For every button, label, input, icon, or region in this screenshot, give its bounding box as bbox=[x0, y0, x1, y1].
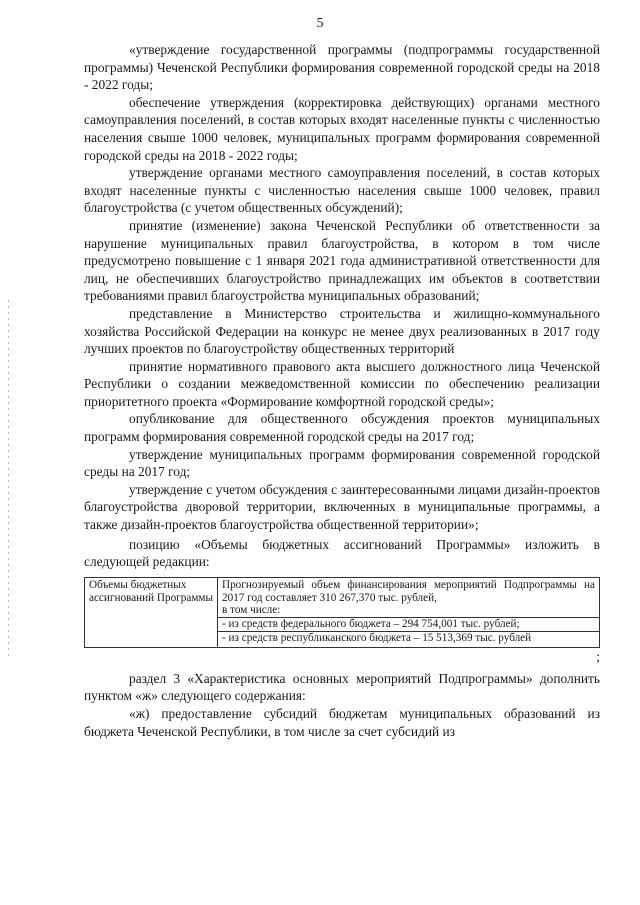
table-suffix: ; bbox=[596, 648, 600, 664]
budget-line-including: в том числе: bbox=[222, 604, 281, 617]
paragraph-approval-municipal: утверждение муниципальных программ формирования современной городской среды на 2017 год; bbox=[84, 446, 600, 480]
paragraph-position-budget: позицию «Объемы бюджетных ассигнований Программы» изложить в следующей редакции: bbox=[84, 536, 600, 570]
paragraph-publication: опубликование для общественного обсуждения проектов муниципальных программ формирования современной городской среды на 2017 год; bbox=[84, 411, 600, 445]
document-body bbox=[84, 41, 600, 740]
budget-line-republican: - из средств республиканского бюджета – 15 513,369 тыс. рублей bbox=[218, 631, 599, 645]
budget-table-label: Объемы бюджетных ассигнований Программы bbox=[85, 577, 218, 647]
paragraph-design-projects: утверждение с учетом обсуждения с заинтересованными лицами дизайн-проектов благоустройства дворовой территории, включенных в муниципальные программы, а также дизайн-проектов благоустройства общественной территории»; bbox=[84, 481, 600, 533]
paragraph-section-3: раздел 3 «Характеристика основных мероприятий Подпрограммы» дополнить пунктом «ж» следующего содержания: bbox=[84, 670, 600, 704]
paragraph-improvement-rules: утверждение органами местного самоуправления поселений, в состав которых входят населенные пункты с численностью населения свыше 1000 человек, правил благоустройства (с учетом общественных обсуждений); bbox=[84, 165, 600, 216]
budget-line-federal: - из средств федерального бюджета – 294 754,001 тыс. рублей; bbox=[218, 617, 599, 631]
budget-line-total: Прогнозируемый объем финансирования мероприятий Подпрограммы на 2017 год составляет 310 267,370 тыс. рублей, bbox=[222, 578, 595, 604]
paragraph-ministry-contest: представление в Министерство строительства и жилищно-коммунального хозяйства Российской Федерации на конкурс не менее двух реализованных в 2017 году лучших проектов по благоустройству общественных территорий bbox=[84, 305, 600, 357]
paragraph-subsidies: «ж) предоставление субсидий бюджетам муниципальных образований из бюджета Чеченской Республики, в том числе за счет субсидий из bbox=[84, 705, 600, 739]
scan-edge-mark bbox=[8, 300, 9, 660]
table-row bbox=[85, 577, 600, 647]
paragraph-commission: принятие нормативного правового акта высшего должностного лица Чеченской Республики о создании межведомственной комиссии по обеспечению реализации приоритетного проекта «Формирование комфортной городской среды»; bbox=[84, 358, 600, 409]
paragraph-approval-state-program: «утверждение государственной программы (подпрограммы государственной программы) Чеченской Республики формирования современной городской среды на 2018 - 2022 годы; bbox=[84, 42, 600, 93]
budget-table bbox=[84, 577, 600, 648]
budget-table-content bbox=[218, 577, 600, 647]
paragraph-municipal-programs: обеспечение утверждения (корректировка действующих) органами местного самоуправления поселений, в состав которых входят населенные пункты с численностью населения свыше 1000 человек, муниципальных программ формирования современной городской среды на 2018 - 2022 годы; bbox=[84, 94, 600, 163]
paragraph-responsibility-law: принятие (изменение) закона Чеченской Республики об ответственности за нарушение муниципальных правил благоустройства, в котором в том числе предусмотрено повышение с 1 января 2021 года административной ответственности для лиц, не обеспечивших благоустройство принадлежащих им объектов в соответствии требованиями правил благоустройства муниципальных образований; bbox=[84, 217, 600, 304]
page-number: 5 bbox=[316, 16, 324, 31]
